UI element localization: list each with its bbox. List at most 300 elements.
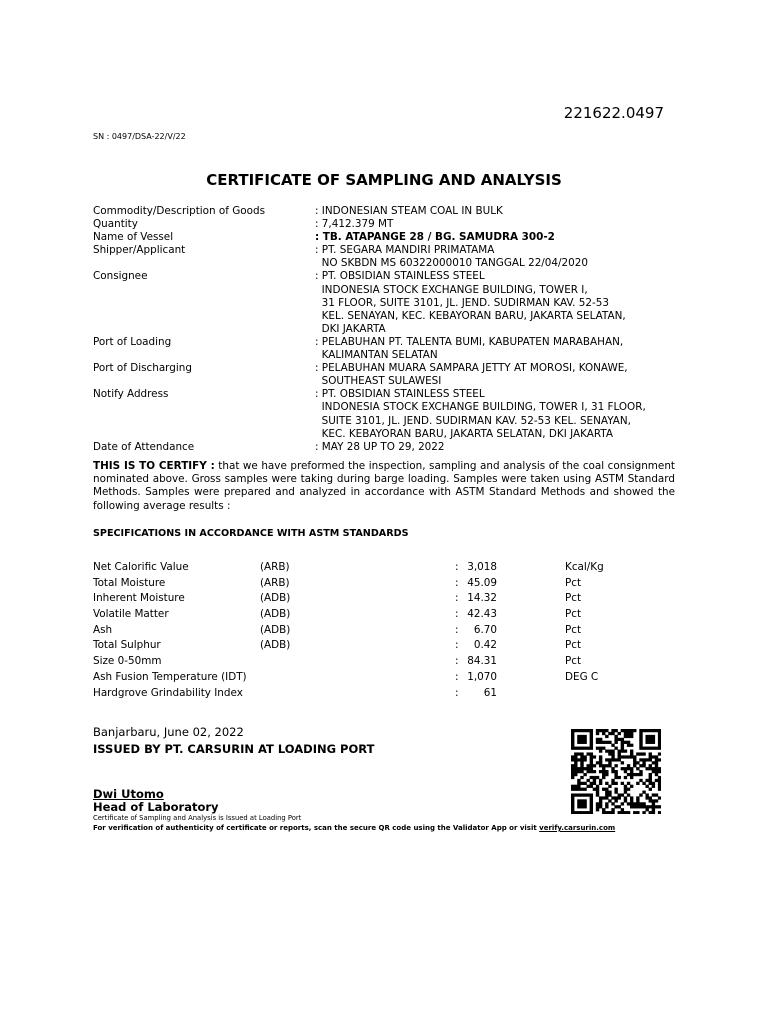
qr-module [658,758,661,761]
qr-module [611,782,614,785]
qr-module [645,808,648,811]
qr-module [614,776,617,779]
qr-module [571,770,574,773]
qr-module [571,735,574,738]
spec-parameter: Volatile Matter [93,608,169,621]
qr-module [658,732,661,735]
qr-module [587,779,590,782]
certify-text: that we have preformed the inspection, sampling and analysis of the coal consignment nominated above. Gross samples were taking during barge loading. Samples were taken using ASTM Standard Methods. Samples were prepared and analyzed in accordance with ASTM Standard Methods and showed the following average results : [93,460,675,512]
qr-module [630,796,633,799]
qr-module [652,811,655,814]
qr-module [627,755,630,758]
qr-module [645,747,648,750]
qr-module [636,773,639,776]
qr-module [639,738,642,741]
qr-module [580,755,583,758]
qr-module [611,732,614,735]
qr-module [602,732,605,735]
qr-module [590,741,593,744]
qr-module [639,732,642,735]
field-row [93,362,693,388]
qr-module [571,802,574,805]
qr-module [590,735,593,738]
qr-module [599,747,602,750]
spec-basis: (ADB) [260,592,291,605]
qr-module [596,788,599,791]
qr-module [624,791,627,794]
qr-module [627,782,630,785]
qr-module [658,788,661,791]
spec-row [93,592,653,608]
qr-module [624,729,627,732]
qr-module [611,796,614,799]
qr-module [583,805,586,808]
qr-module [602,776,605,779]
field-value-line: SUITE 3101, JL. JEND. SUDIRMAN KAV. 52-53 KEL. SENAYAN, [315,414,631,427]
qr-module [636,767,639,770]
qr-module [627,764,630,767]
qr-module [614,791,617,794]
qr-module [652,802,655,805]
qr-module [658,729,661,732]
qr-module [614,805,617,808]
spec-value: 1,070 [467,670,497,683]
qr-module [614,770,617,773]
qr-module [580,788,583,791]
spec-value: 61 [483,686,497,699]
qr-module [630,776,633,779]
spec-unit: Pct [565,655,582,668]
field-value-line: : 7,412.379 MT [315,218,394,231]
qr-module [571,729,574,732]
spec-colon: : [455,686,459,699]
qr-module [652,793,655,796]
qr-module [624,770,627,773]
qr-module [618,738,621,741]
qr-module [642,805,645,808]
verification-note [93,824,615,832]
qr-module [571,776,574,779]
field-value-line: : INDONESIAN STEAM COAL IN BULK [315,205,503,217]
qr-module [614,782,617,785]
qr-module [593,788,596,791]
field-row [93,205,693,218]
qr-module [649,811,652,814]
qr-module [633,758,636,761]
spec-colon: : [455,655,459,668]
certify-lead: THIS IS TO CERTIFY : [93,460,215,472]
spec-unit: Kcal/Kg [565,561,604,573]
spec-value: 42.43 [467,608,497,621]
qr-module [624,785,627,788]
qr-module [658,741,661,744]
qr-module [633,811,636,814]
qr-module [627,773,630,776]
specifications-heading: SPECIFICATIONS IN ACCORDANCE WITH ASTM STANDARDS [93,528,409,539]
field-label: Name of Vessel [93,231,174,244]
qr-module [602,796,605,799]
qr-module [652,761,655,764]
qr-module [577,779,580,782]
signer-name: Dwi Utomo [93,787,164,801]
qr-module [636,796,639,799]
qr-module [590,796,593,799]
qr-module [611,755,614,758]
field-value-line: : PELABUHAN PT. TALENTA BUMI, KABUPATEN MARABAHAN, [315,335,624,348]
qr-module [652,729,655,732]
qr-module [571,738,574,741]
qr-module [608,791,611,794]
qr-module [580,802,583,805]
qr-module [639,735,642,738]
qr-module [621,793,624,796]
field-row [93,441,693,454]
qr-module [630,752,633,755]
qr-module [614,741,617,744]
qr-module [645,758,648,761]
specifications-table [93,561,653,702]
qr-module [593,782,596,785]
qr-module [614,747,617,750]
qr-module [577,767,580,770]
qr-module [618,805,621,808]
qr-module [611,802,614,805]
qr-module [571,767,574,770]
spec-basis: (ARB) [260,576,290,589]
qr-module [636,752,639,755]
qr-module [621,782,624,785]
qr-module [571,811,574,814]
spec-row [93,577,653,593]
certificate-title: CERTIFICATE OF SAMPLING AND ANALYSIS [206,171,562,189]
qr-module [580,738,583,741]
qr-module [608,752,611,755]
qr-module [587,770,590,773]
qr-module [580,758,583,761]
qr-module [645,729,648,732]
qr-module [599,799,602,802]
spec-row [93,608,653,624]
field-label: Quantity [93,218,138,231]
field-value-line: NO SKBDN MS 60322000010 TANGGAL 22/04/2020 [315,257,588,270]
qr-module [608,811,611,814]
field-row [93,218,693,231]
qr-module [655,764,658,767]
qr-module [645,793,648,796]
qr-module [618,752,621,755]
qr-module [574,761,577,764]
qr-module [652,808,655,811]
qr-module [608,741,611,744]
qr-module [574,785,577,788]
qr-module [574,811,577,814]
qr-module [658,779,661,782]
qr-module [652,785,655,788]
qr-module [580,776,583,779]
qr-module [658,785,661,788]
qr-module [645,741,648,744]
qr-module [583,755,586,758]
qr-module [645,738,648,741]
field-value-line: : MAY 28 UP TO 29, 2022 [315,440,445,453]
qr-module [645,735,648,738]
qr-module [621,729,624,732]
qr-module [590,811,593,814]
field-label: Shipper/Applicant [93,244,186,257]
qr-module [652,799,655,802]
qr-module [580,811,583,814]
qr-module [630,750,633,753]
qr-module [602,811,605,814]
qr-module [645,796,648,799]
qr-module [608,750,611,753]
field-row [93,244,693,270]
qr-module [627,732,630,735]
qr-module [599,750,602,753]
qr-module [611,752,614,755]
qr-module [621,761,624,764]
qr-module [655,779,658,782]
qr-module [605,805,608,808]
qr-module [574,793,577,796]
qr-module [624,796,627,799]
qr-module [636,811,639,814]
qr-module [577,747,580,750]
qr-module [577,785,580,788]
qr-module [596,791,599,794]
qr-module [614,799,617,802]
spec-colon: : [455,639,459,652]
qr-module [655,799,658,802]
qr-module [605,773,608,776]
qr-module [649,729,652,732]
qr-module [580,782,583,785]
field-value-line: : PT. OBSIDIAN STAINLESS STEEL [315,270,485,283]
verification-text: For verification of authenticity of certificate or reports, scan the secure QR code using the Validator App or visit [93,824,540,832]
qr-module [630,735,633,738]
qr-code-icon[interactable] [571,729,661,814]
field-value-line: INDONESIA STOCK EXCHANGE BUILDING, TOWER I, 31 FLOOR, [315,401,646,414]
qr-module [624,788,627,791]
qr-module [571,732,574,735]
qr-module [571,793,574,796]
qr-module [571,788,574,791]
qr-module [608,764,611,767]
qr-module [583,735,586,738]
spec-value: 45.09 [467,576,497,589]
qr-module [633,755,636,758]
qr-module [652,782,655,785]
qr-module [624,776,627,779]
qr-module [596,729,599,732]
qr-module [649,735,652,738]
field-value [315,388,693,440]
qr-module [645,785,648,788]
qr-module [624,799,627,802]
qr-module [580,799,583,802]
qr-module [614,796,617,799]
qr-module [571,805,574,808]
qr-module [599,741,602,744]
qr-module [605,741,608,744]
qr-module [636,761,639,764]
qr-module [596,802,599,805]
qr-module [583,802,586,805]
qr-module [658,782,661,785]
qr-module [605,735,608,738]
qr-module [642,791,645,794]
qr-module [639,805,642,808]
qr-module [618,811,621,814]
qr-module [580,793,583,796]
qr-module [652,770,655,773]
qr-module [655,761,658,764]
qr-module [627,729,630,732]
qr-module [587,767,590,770]
field-label: Notify Address [93,388,169,401]
qr-module [571,796,574,799]
field-value [315,270,693,335]
qr-module [605,796,608,799]
qr-module [652,735,655,738]
field-label: Port of Loading [93,335,172,348]
qr-module [577,788,580,791]
qr-module [611,779,614,782]
qr-module [636,802,639,805]
qr-module [574,758,577,761]
qr-module [583,782,586,785]
qr-module [611,770,614,773]
qr-module [618,732,621,735]
spec-parameter: Total Moisture [93,576,166,589]
qr-module [577,735,580,738]
qr-module [587,752,590,755]
qr-module [645,779,648,782]
qr-module [649,779,652,782]
field-value [315,336,693,362]
qr-module [624,732,627,735]
spec-colon: : [455,670,459,683]
qr-module [602,729,605,732]
qr-module [583,793,586,796]
qr-module [655,729,658,732]
qr-module [580,770,583,773]
qr-module [593,776,596,779]
spec-parameter: Hardgrove Grindability Index [93,686,243,699]
qr-module [590,732,593,735]
qr-module [580,735,583,738]
qr-module [583,767,586,770]
qr-module [577,770,580,773]
qr-module [590,808,593,811]
spec-unit: Pct [565,623,582,636]
field-value-line: DKI JAKARTA [315,322,386,335]
qr-module [627,735,630,738]
qr-module [649,788,652,791]
qr-module [642,729,645,732]
qr-module [587,785,590,788]
qr-module [590,752,593,755]
qr-module [577,811,580,814]
field-row [93,388,693,440]
qr-module [624,811,627,814]
qr-module [602,767,605,770]
qr-module [599,805,602,808]
qr-module [577,758,580,761]
qr-module [596,761,599,764]
qr-module [599,755,602,758]
qr-module [633,805,636,808]
verification-link[interactable]: verify.carsurin.com [539,824,616,832]
qr-module [605,750,608,753]
spec-unit: Pct [565,592,582,605]
qr-module [599,802,602,805]
qr-module [618,776,621,779]
qr-module [639,741,642,744]
qr-module [608,761,611,764]
qr-module [605,788,608,791]
qr-module [624,767,627,770]
qr-module [645,767,648,770]
qr-module [574,788,577,791]
qr-module [655,805,658,808]
qr-module [636,805,639,808]
qr-module [574,755,577,758]
qr-module [593,764,596,767]
qr-module [602,764,605,767]
qr-module [621,750,624,753]
qr-module [608,732,611,735]
qr-module [580,767,583,770]
qr-module [658,796,661,799]
qr-module [655,793,658,796]
qr-module [633,764,636,767]
qr-module [649,752,652,755]
qr-module [639,779,642,782]
qr-module [652,767,655,770]
qr-module [599,738,602,741]
qr-module [596,776,599,779]
qr-module [605,793,608,796]
qr-module [639,744,642,747]
qr-module [583,741,586,744]
field-value [315,362,693,388]
qr-module [611,758,614,761]
qr-module [649,767,652,770]
qr-module [649,741,652,744]
qr-module [649,738,652,741]
field-row [93,231,693,244]
qr-module [590,755,593,758]
spec-row [93,561,653,577]
qr-module [571,741,574,744]
qr-module [577,805,580,808]
qr-module [658,805,661,808]
qr-module [655,770,658,773]
qr-module [583,799,586,802]
qr-module [649,799,652,802]
qr-module [590,782,593,785]
qr-module [658,738,661,741]
qr-module [596,732,599,735]
qr-module [590,805,593,808]
spec-colon: : [455,623,459,636]
qr-module [583,729,586,732]
qr-module [639,747,642,750]
shipment-details [93,205,693,454]
serial-number: SN : 0497/DSA-22/V/22 [93,132,186,141]
qr-module [583,773,586,776]
